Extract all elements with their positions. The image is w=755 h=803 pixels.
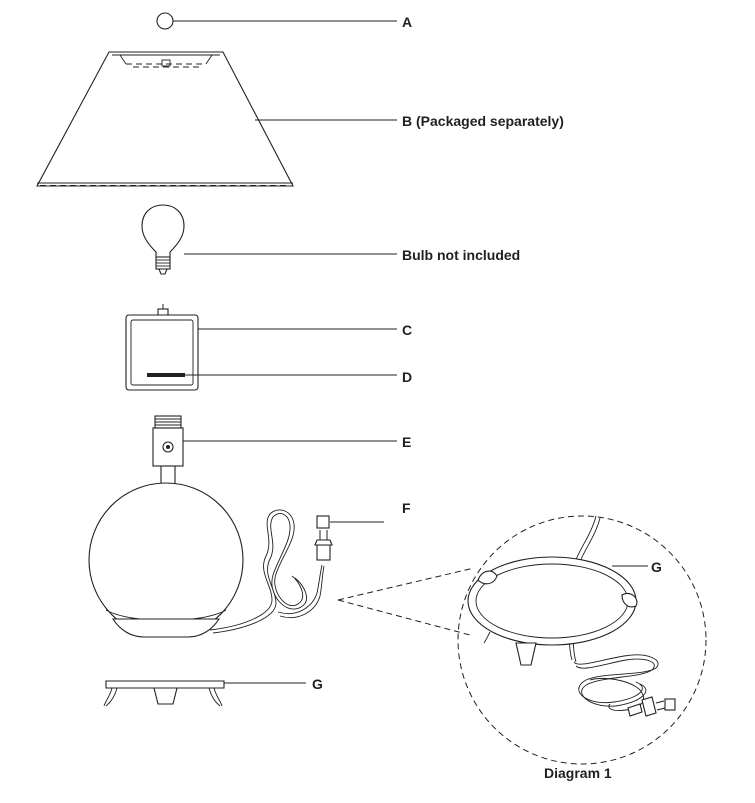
lamp-globe-body [89,483,243,637]
part-d-socket-ring [147,373,185,377]
label-e: E [402,434,412,450]
label-d: D [402,369,413,385]
label-f: F [402,500,411,516]
label-g-detail: G [651,559,662,575]
light-bulb [142,205,184,274]
part-g-base-ring [104,681,224,706]
part-c-socket [126,304,198,390]
detail-plug [628,697,675,716]
label-g-base: G [312,676,323,692]
detail-base-ring [468,516,637,665]
label-bulb: Bulb not included [402,247,521,263]
part-b-lamp-shade [37,52,293,186]
label-c: C [402,322,413,338]
diagram-caption: Diagram 1 [544,765,612,781]
callout-dash-upper [338,568,474,600]
part-e-socket-cap [153,416,183,490]
label-a: A [402,14,413,30]
part-f-plug [315,516,332,560]
callout-dash-lower [338,600,470,635]
label-b: B (Packaged separately) [402,113,564,129]
part-a-finial [157,13,173,29]
